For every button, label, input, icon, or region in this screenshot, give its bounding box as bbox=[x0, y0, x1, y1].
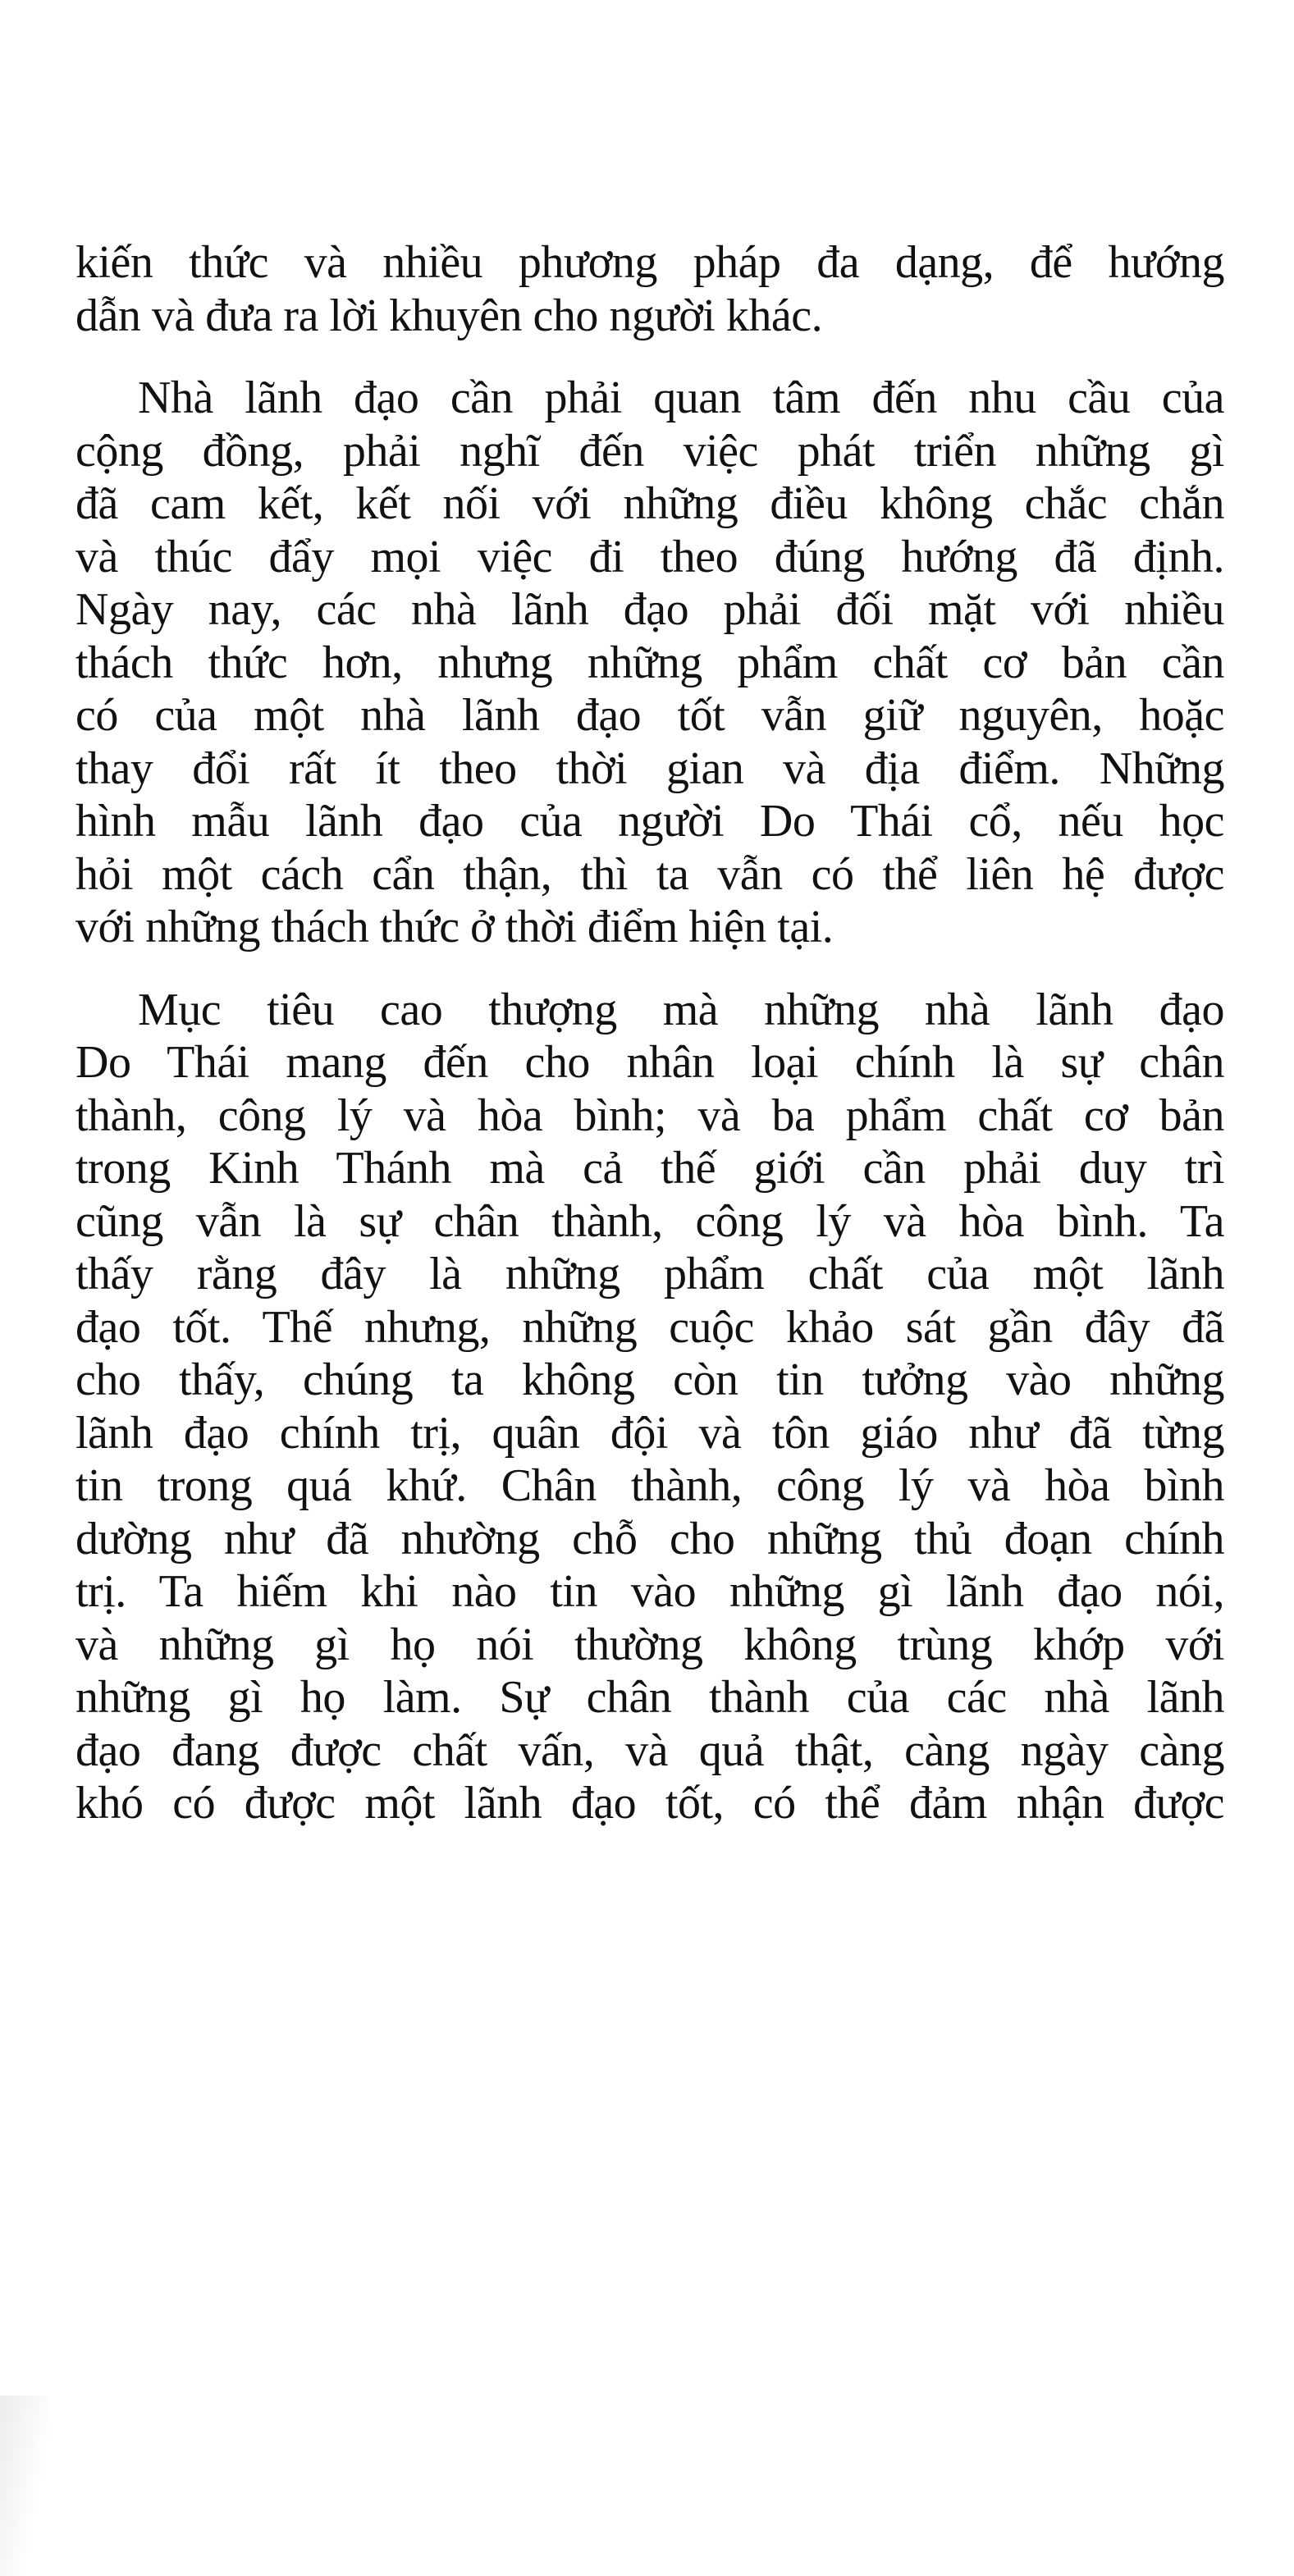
text-line: trong Kinh Thánh mà cả thế giới cần phải duy trì bbox=[75, 1143, 1224, 1194]
text-line: cũng vẫn là sự chân thành, công lý và hòa bình. Ta bbox=[75, 1195, 1224, 1247]
text-line: dường như đã nhường chỗ cho những thủ đoạn chính bbox=[75, 1513, 1224, 1564]
text-line: trị. Ta hiếm khi nào tin vào những gì lãnh đạo nói, bbox=[75, 1566, 1224, 1617]
text-line: thách thức hơn, nhưng những phẩm chất cơ bản cần bbox=[75, 637, 1224, 688]
text-line: Nhà lãnh đạo cần phải quan tâm đến nhu cầu của bbox=[138, 372, 1224, 423]
text-line: kiến thức và nhiều phương pháp đa dạng, để hướng bbox=[75, 237, 1224, 288]
text-line: lãnh đạo chính trị, quân đội và tôn giáo như đã từng bbox=[75, 1407, 1224, 1459]
text-line: có của một nhà lãnh đạo tốt vẫn giữ nguyên, hoặc bbox=[75, 690, 1224, 741]
text-line: những gì họ làm. Sự chân thành của các nhà lãnh bbox=[75, 1672, 1224, 1723]
paragraph-2 bbox=[75, 372, 1224, 954]
text-line: thành, công lý và hòa bình; và ba phẩm chất cơ bản bbox=[75, 1089, 1224, 1141]
paragraph-3 bbox=[75, 984, 1224, 1830]
text-line: đạo đang được chất vấn, và quả thật, càng ngày càng bbox=[75, 1724, 1224, 1776]
text-line: thấy rằng đây là những phẩm chất của một lãnh bbox=[75, 1249, 1224, 1299]
text-line: Do Thái mang đến cho nhân loại chính là sự chân bbox=[75, 1037, 1224, 1088]
text-line: Ngày nay, các nhà lãnh đạo phải đối mặt với nhiều bbox=[75, 584, 1224, 635]
text-line: với những thách thức ở thời điểm hiện tại. bbox=[75, 902, 834, 952]
scan-shadow-artifact bbox=[0, 2396, 49, 2576]
text-line: và những gì họ nói thường không trùng khớp với bbox=[75, 1619, 1224, 1670]
text-line: dẫn và đưa ra lời khuyên cho người khác. bbox=[75, 290, 823, 341]
text-line: hình mẫu lãnh đạo của người Do Thái cổ, nếu học bbox=[75, 796, 1224, 847]
text-line: Mục tiêu cao thượng mà những nhà lãnh đạo bbox=[138, 984, 1224, 1035]
body-text bbox=[75, 236, 1224, 1860]
paragraph-1 bbox=[75, 236, 1224, 342]
text-line: đã cam kết, kết nối với những điều không chắc chắn bbox=[75, 478, 1224, 529]
text-line: cộng đồng, phải nghĩ đến việc phát triển những gì bbox=[75, 425, 1224, 477]
text-line: và thúc đẩy mọi việc đi theo đúng hướng đã định. bbox=[75, 531, 1224, 582]
text-line: tin trong quá khứ. Chân thành, công lý và hòa bình bbox=[75, 1460, 1224, 1511]
text-line: thay đổi rất ít theo thời gian và địa điểm. Những bbox=[75, 742, 1224, 794]
text-line: đạo tốt. Thế nhưng, những cuộc khảo sát gần đây đã bbox=[75, 1301, 1224, 1353]
text-line: hỏi một cách cẩn thận, thì ta vẫn có thể liên hệ được bbox=[75, 848, 1224, 900]
text-line: khó có được một lãnh đạo tốt, có thể đảm nhận được bbox=[75, 1778, 1224, 1829]
text-line: cho thấy, chúng ta không còn tin tưởng vào những bbox=[75, 1354, 1224, 1405]
